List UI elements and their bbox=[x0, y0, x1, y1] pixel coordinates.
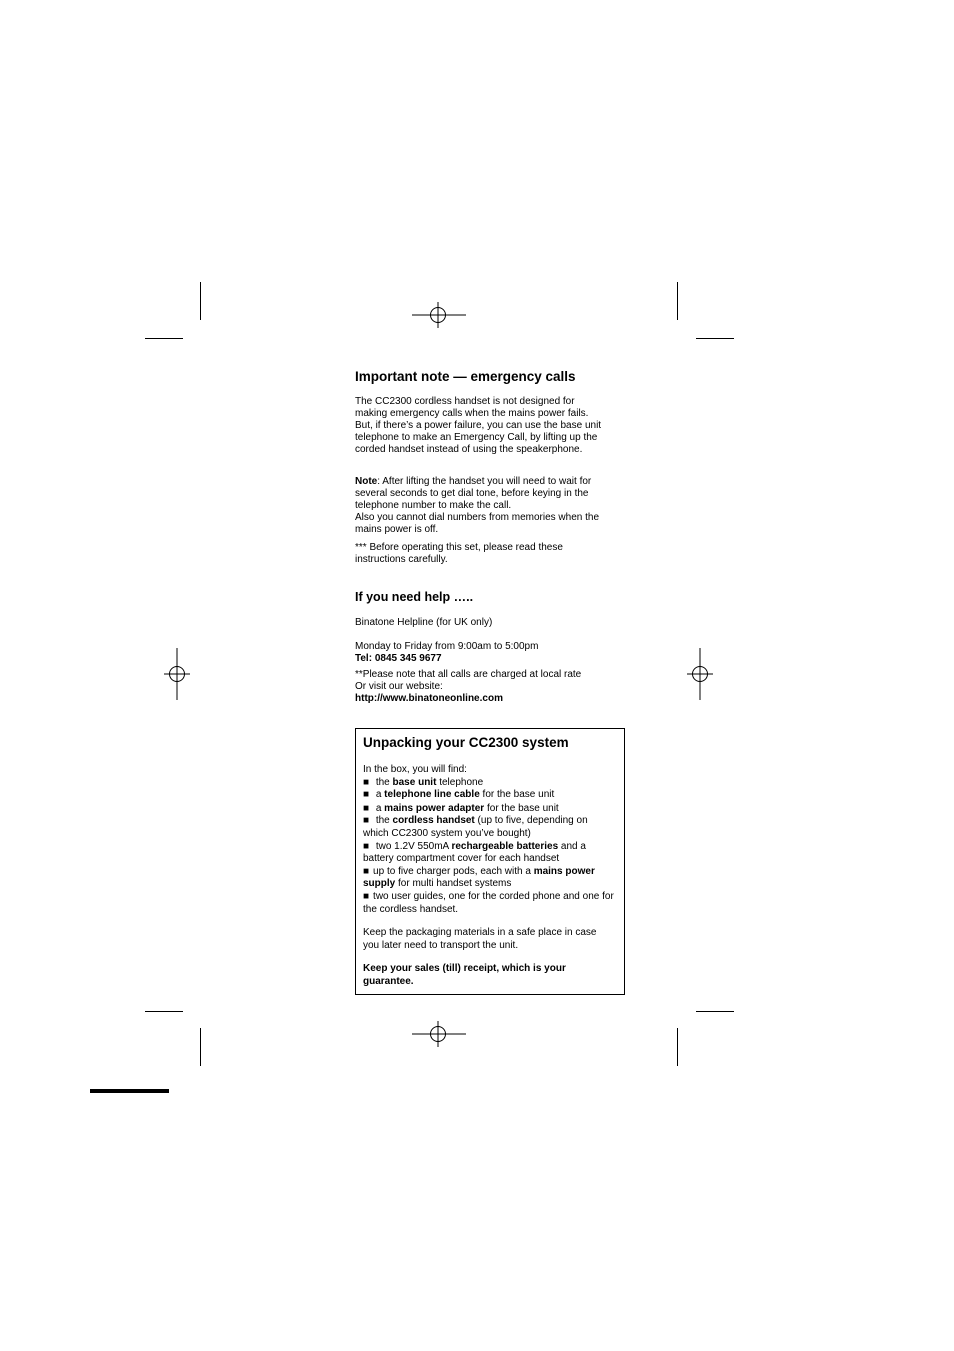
emergency-paragraph: The CC2300 cordless handset is not designed for making emergency calls when the mains power fails. But, if there’s a power failure, you can use the base unit telephone to make an Emergency Call, by lifting up the corded handset instead of using the speakerphone. bbox=[355, 396, 602, 455]
crop-mark-top-left-vertical bbox=[200, 282, 201, 320]
crop-mark-top-right-horizontal bbox=[696, 338, 734, 339]
bullet-square-icon: ■ bbox=[363, 865, 370, 877]
emergency-note-memories: Also you cannot dial numbers from memories when the mains power is off. bbox=[355, 512, 600, 535]
unpacking-heading: Unpacking your CC2300 system bbox=[363, 735, 569, 750]
crop-mark-bottom-right-vertical bbox=[677, 1028, 678, 1066]
visit-website-label: Or visit our website: bbox=[355, 681, 443, 692]
operating-instructions-note: *** Before operating this set, please read these instructions carefully. bbox=[355, 542, 563, 565]
crop-mark-bottom-right-horizontal bbox=[696, 1011, 734, 1012]
helpline-telephone: Tel: 0845 345 9677 bbox=[355, 653, 442, 664]
bullet-square-icon: ■ bbox=[363, 840, 370, 852]
list-item: ■ a mains power adapter for the base unit bbox=[363, 802, 559, 814]
bullet-square-icon: ■ bbox=[363, 890, 370, 902]
unpacking-box bbox=[355, 728, 625, 995]
crop-mark-bottom-left-vertical bbox=[200, 1028, 201, 1066]
crop-mark-bottom-left-horizontal bbox=[145, 1011, 183, 1012]
receipt-note: Keep your sales (till) receipt, which is your guarantee. bbox=[363, 963, 566, 987]
list-item: ■ the cordless handset (up to five, depending on which CC2300 system you’ve bought) bbox=[363, 815, 588, 839]
bullet-square-icon: ■ bbox=[363, 802, 370, 814]
emergency-note bbox=[355, 476, 605, 512]
unpacking-body bbox=[363, 764, 615, 989]
helpline-label: Binatone Helpline (for UK only) bbox=[355, 617, 493, 628]
unpacking-intro: In the box, you will find: bbox=[363, 764, 467, 775]
website-link[interactable]: http://www.binatoneonline.com bbox=[355, 693, 503, 704]
packaging-note: Keep the packaging materials in a safe place in case you later need to transport the unit. bbox=[363, 927, 597, 951]
crop-mark-top-left-horizontal bbox=[145, 338, 183, 339]
registration-mark-top-icon bbox=[412, 302, 466, 328]
page-edge-bar bbox=[90, 1089, 169, 1093]
bullet-square-icon: ■ bbox=[363, 789, 370, 801]
bullet-square-icon: ■ bbox=[363, 815, 370, 827]
note-label: Note bbox=[355, 476, 378, 487]
helpline-hours: Monday to Friday from 9:00am to 5:00pm bbox=[355, 641, 539, 652]
list-item: ■ a telephone line cable for the base unit bbox=[363, 789, 555, 801]
help-heading: If you need help ….. bbox=[355, 590, 474, 604]
registration-mark-bottom-icon bbox=[412, 1021, 466, 1047]
call-charges-note: **Please note that all calls are charged at local rate bbox=[355, 669, 582, 680]
bullet-square-icon: ■ bbox=[363, 776, 370, 788]
list-item: ■ two 1.2V 550mA rechargeable batteries and a battery compartment cover for each handset bbox=[363, 840, 586, 865]
note-text: : After lifting the handset you will need to wait for several seconds to get dial tone, before keying in the telephone number to make the call. bbox=[355, 476, 592, 511]
list-item: ■ the base unit telephone bbox=[363, 776, 484, 788]
registration-mark-left-icon bbox=[164, 648, 190, 700]
list-item: ■ up to five charger pods, each with a mains power supply for multi handset systems bbox=[363, 865, 595, 890]
emergency-heading: Important note — emergency calls bbox=[355, 369, 576, 384]
crop-mark-top-right-vertical bbox=[677, 282, 678, 320]
registration-mark-right-icon bbox=[687, 648, 713, 700]
list-item: ■ two user guides, one for the corded phone and one for the cordless handset. bbox=[363, 890, 614, 915]
